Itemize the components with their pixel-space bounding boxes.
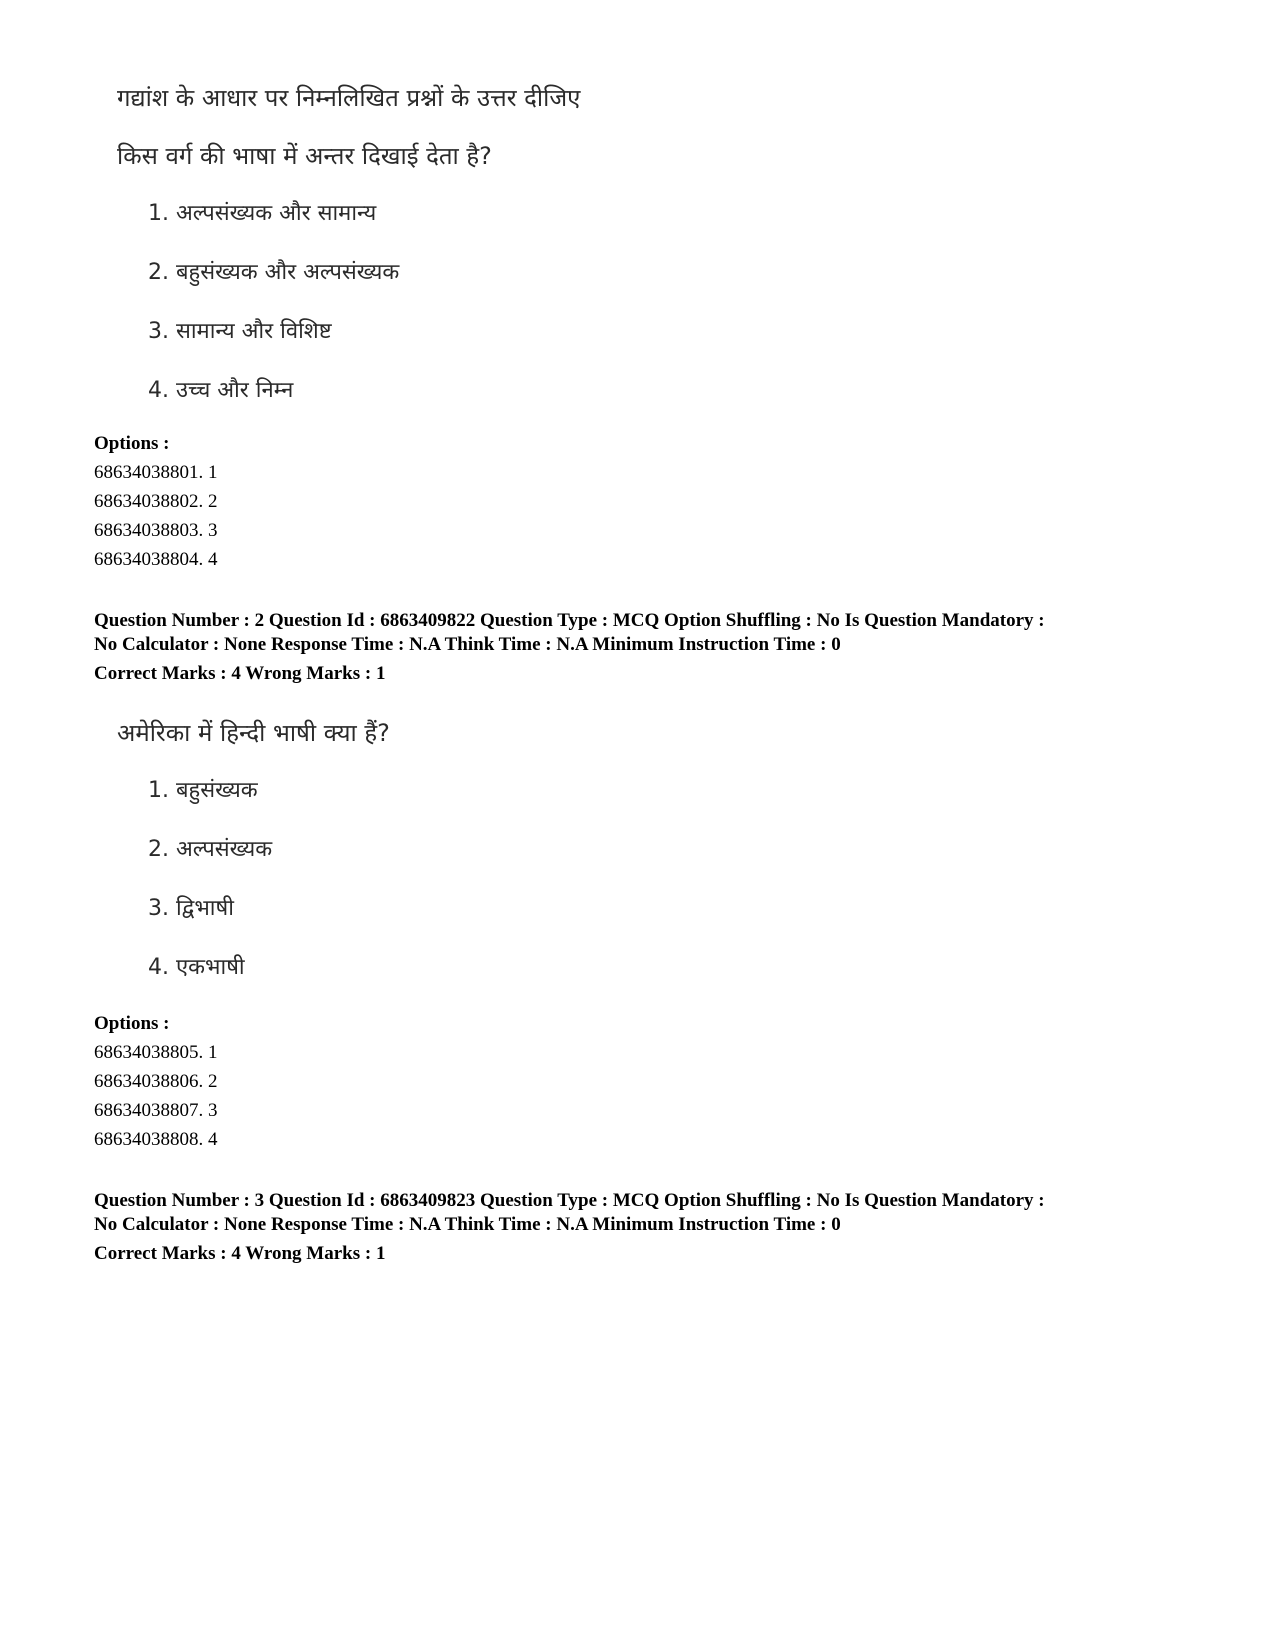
q2-option-3: 68634038807. 3 (94, 1100, 218, 1121)
q2-marks: Correct Marks : 4 Wrong Marks : 1 (94, 663, 386, 684)
q2-meta-line-1: Question Number : 2 Question Id : 6863409822 Question Type : MCQ Option Shuffling : No Is Question Mandatory : (94, 610, 1045, 631)
q3-meta-line-2: No Calculator : None Response Time : N.A Think Time : N.A Minimum Instruction Time : 0 (94, 1214, 841, 1235)
q3-marks: Correct Marks : 4 Wrong Marks : 1 (94, 1243, 386, 1264)
q2-question: अमेरिका में हिन्दी भाषी क्या हैं? (117, 719, 390, 747)
q1-options (94, 430, 218, 575)
q2-choice-1: 1. बहुसंख्यक (148, 778, 258, 803)
q1-option-4: 68634038804. 4 (94, 549, 218, 570)
q1-hindi-block (117, 83, 580, 435)
q1-instruction: गद्यांश के आधार पर निम्नलिखित प्रश्नों के उत्तर दीजिए (117, 84, 581, 112)
q2-choice-4: 4. एकभाषी (148, 955, 245, 980)
q1-question: किस वर्ग की भाषा में अन्तर दिखाई देता है? (117, 142, 492, 170)
q1-choice-1: 1. अल्पसंख्यक और सामान्य (148, 201, 377, 226)
q2-choice-3: 3. द्विभाषी (148, 896, 234, 921)
q1-choice-2: 2. बहुसंख्यक और अल्पसंख्यक (148, 260, 400, 285)
q2-options (94, 1010, 218, 1155)
q2-option-1: 68634038805. 1 (94, 1042, 218, 1063)
q3-meta-line-1: Question Number : 3 Question Id : 6863409823 Question Type : MCQ Option Shuffling : No Is Question Mandatory : (94, 1190, 1045, 1211)
q2-option-4: 68634038808. 4 (94, 1129, 218, 1150)
q2-meta-line-2: No Calculator : None Response Time : N.A Think Time : N.A Minimum Instruction Time : 0 (94, 634, 841, 655)
q1-option-3: 68634038803. 3 (94, 520, 218, 541)
q1-choice-4: 4. उच्च और निम्न (148, 378, 294, 403)
q3-meta (94, 1189, 1194, 1266)
q2-option-2: 68634038806. 2 (94, 1071, 218, 1092)
q2-options-heading: Options : (94, 1013, 170, 1034)
q2-hindi-block (117, 718, 390, 1012)
q1-option-1: 68634038801. 1 (94, 462, 218, 483)
q1-choice-3: 3. सामान्य और विशिष्ट (148, 319, 332, 344)
q2-choice-2: 2. अल्पसंख्यक (148, 837, 273, 862)
q2-meta (94, 609, 1194, 686)
q1-options-heading: Options : (94, 433, 170, 454)
q1-option-2: 68634038802. 2 (94, 491, 218, 512)
